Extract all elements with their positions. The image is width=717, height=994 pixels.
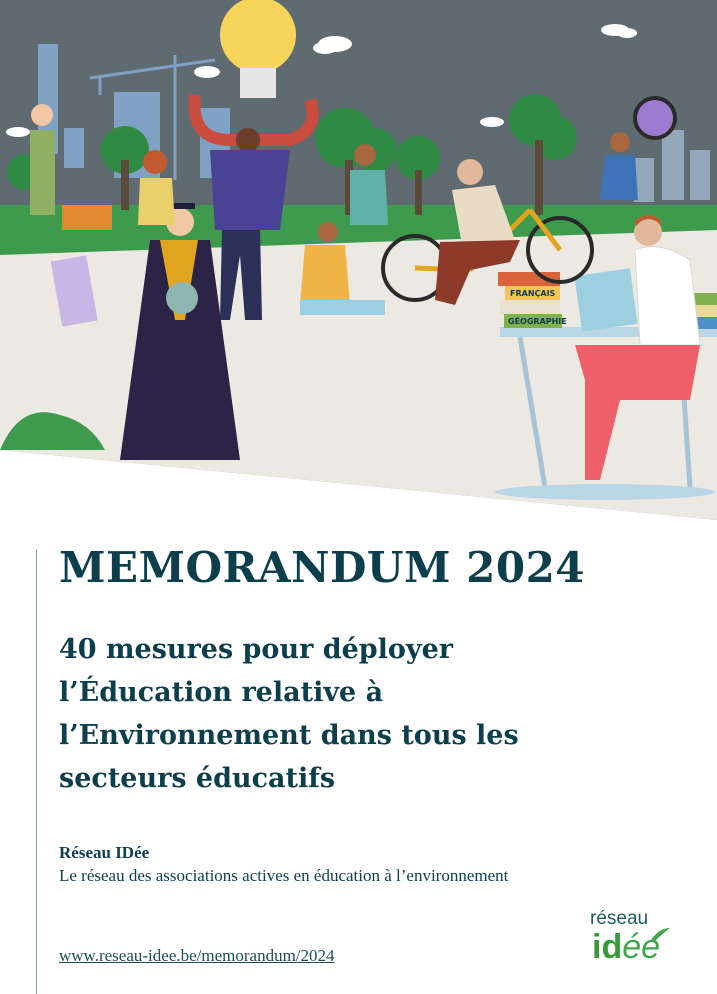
subtitle-line: l’Éducation relative à xyxy=(59,677,384,708)
memorandum-link[interactable]: www.reseau-idee.be/memorandum/2024 xyxy=(59,946,335,965)
accent-vertical-line xyxy=(36,549,37,994)
logo-text-id: id xyxy=(592,928,623,966)
logo-text-reseau: réseau xyxy=(590,908,649,929)
subtitle-line: secteurs éducatifs xyxy=(59,763,336,794)
organization-description: Le réseau des associations actives en éducation à l’environnement xyxy=(59,866,509,885)
reseau-idee-logo xyxy=(584,908,694,970)
subtitle-line: l’Environnement dans tous les xyxy=(59,720,519,751)
logo-text-ee: ée xyxy=(622,928,661,966)
book-label-francais: FRANÇAIS xyxy=(510,289,556,298)
book-label-geographie: GÉOGRAPHIE xyxy=(508,317,567,326)
logo-text-idee xyxy=(592,928,660,967)
document-title: MEMORANDUM 2024 xyxy=(59,543,586,592)
organization-name: Réseau IDée xyxy=(59,843,150,862)
document-subtitle xyxy=(59,628,619,800)
subtitle-line: 40 mesures pour déployer xyxy=(59,634,453,665)
